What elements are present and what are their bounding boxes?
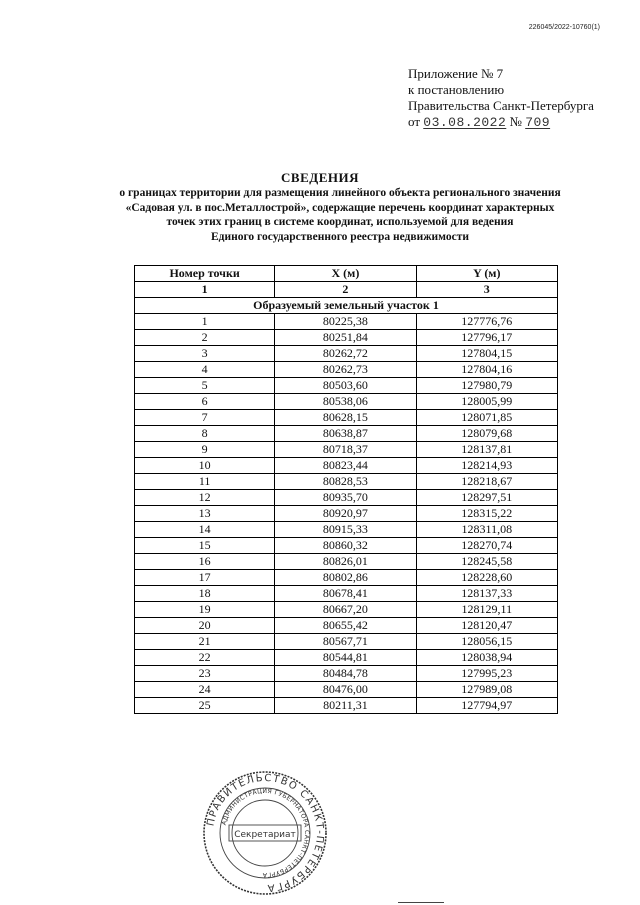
x-cell: 80262,72 — [275, 346, 416, 362]
table-row — [135, 682, 558, 698]
x-cell: 80823,44 — [275, 458, 416, 474]
x-cell: 80638,87 — [275, 426, 416, 442]
point-number-cell: 8 — [135, 426, 275, 442]
x-cell: 80860,32 — [275, 538, 416, 554]
y-cell: 127776,76 — [416, 314, 557, 330]
x-cell: 80678,41 — [275, 586, 416, 602]
table-body — [135, 314, 558, 714]
coordinates-table — [134, 265, 558, 714]
table-row — [135, 586, 558, 602]
point-number-cell: 10 — [135, 458, 275, 474]
y-cell: 127989,08 — [416, 682, 557, 698]
x-cell: 80802,86 — [275, 570, 416, 586]
date-value: 03.08.2022 — [423, 115, 507, 130]
point-number-cell: 15 — [135, 538, 275, 554]
y-cell: 128137,81 — [416, 442, 557, 458]
y-cell: 128311,08 — [416, 522, 557, 538]
header-y: Y (м) — [416, 266, 557, 282]
point-number-cell: 7 — [135, 410, 275, 426]
subtitle-line-2: «Садовая ул. в пос.Металлострой», содержащие перечень координат характерных — [125, 201, 555, 214]
subtitle-line-3: точек этих границ в системе координат, используемой для ведения — [166, 216, 514, 228]
point-number-cell: 3 — [135, 346, 275, 362]
table-row — [135, 650, 558, 666]
y-cell: 128129,11 — [416, 602, 557, 618]
stamp-center-text: Секретариат — [234, 830, 296, 840]
x-cell: 80920,97 — [275, 506, 416, 522]
table-row — [135, 330, 558, 346]
table-row — [135, 346, 558, 362]
table-row — [135, 602, 558, 618]
point-number-cell: 6 — [135, 394, 275, 410]
document-number: 226045/2022-10760(1) — [528, 24, 600, 31]
y-cell: 127796,17 — [416, 330, 557, 346]
y-cell: 127804,16 — [416, 362, 557, 378]
y-cell: 128214,93 — [416, 458, 557, 474]
x-cell: 80935,70 — [275, 490, 416, 506]
table-row — [135, 554, 558, 570]
document-title: СВЕДЕНИЯ — [281, 170, 359, 185]
point-number-cell: 1 — [135, 314, 275, 330]
number-prefix: № — [509, 114, 522, 129]
point-number-cell: 20 — [135, 618, 275, 634]
point-number-cell: 17 — [135, 570, 275, 586]
document-subtitle — [70, 186, 610, 244]
appendix-line-1: Приложение № 7 — [408, 66, 504, 81]
table-row — [135, 474, 558, 490]
x-cell: 80544,81 — [275, 650, 416, 666]
header-point-number: Номер точки — [135, 266, 275, 282]
point-number-cell: 4 — [135, 362, 275, 378]
column-number-3: 3 — [416, 282, 557, 298]
table-row — [135, 410, 558, 426]
x-cell: 80262,73 — [275, 362, 416, 378]
column-number-1: 1 — [135, 282, 275, 298]
table-row — [135, 506, 558, 522]
signature-line — [398, 902, 444, 903]
point-number-cell: 25 — [135, 698, 275, 714]
x-cell: 80503,60 — [275, 378, 416, 394]
y-cell: 128297,51 — [416, 490, 557, 506]
y-cell: 127995,23 — [416, 666, 557, 682]
stamp-outer-text: ПРАВИТЕЛЬСТВО САНКТ-ПЕТЕРБУРГА — [205, 772, 326, 894]
subtitle-line-1: о границах территории для размещения линейного объекта регионального значения — [119, 187, 561, 199]
date-prefix: от — [408, 114, 421, 129]
y-cell: 128245,58 — [416, 554, 557, 570]
point-number-cell: 5 — [135, 378, 275, 394]
table-header-row — [135, 266, 558, 282]
column-number-row — [135, 282, 558, 298]
y-cell: 128005,99 — [416, 394, 557, 410]
x-cell: 80655,42 — [275, 618, 416, 634]
table-row — [135, 458, 558, 474]
appendix-block — [408, 66, 608, 131]
table-row — [135, 394, 558, 410]
x-cell: 80915,33 — [275, 522, 416, 538]
x-cell: 80667,20 — [275, 602, 416, 618]
point-number-cell: 11 — [135, 474, 275, 490]
appendix-line-3: Правительства Санкт-Петербурга — [408, 98, 594, 113]
appendix-line-2: к постановлению — [408, 82, 505, 97]
point-number-cell: 16 — [135, 554, 275, 570]
table-row — [135, 426, 558, 442]
point-number-cell: 14 — [135, 522, 275, 538]
header-x: X (м) — [275, 266, 416, 282]
point-number-cell: 12 — [135, 490, 275, 506]
table-row — [135, 490, 558, 506]
stamp-inner-text: АДМИНИСТРАЦИЯ ГУБЕРНАТОРА САНКТ-ПЕТЕРБУРГА — [220, 787, 311, 879]
point-number-cell: 19 — [135, 602, 275, 618]
table-row — [135, 442, 558, 458]
section-row — [135, 298, 558, 314]
y-cell: 127980,79 — [416, 378, 557, 394]
x-cell: 80225,38 — [275, 314, 416, 330]
point-number-cell: 23 — [135, 666, 275, 682]
table-row — [135, 570, 558, 586]
y-cell: 128137,33 — [416, 586, 557, 602]
y-cell: 128079,68 — [416, 426, 557, 442]
x-cell: 80826,01 — [275, 554, 416, 570]
y-cell: 127804,15 — [416, 346, 557, 362]
table-row — [135, 634, 558, 650]
x-cell: 80718,37 — [275, 442, 416, 458]
y-cell: 128218,67 — [416, 474, 557, 490]
point-number-cell: 9 — [135, 442, 275, 458]
table-row — [135, 666, 558, 682]
table-row — [135, 538, 558, 554]
point-number-cell: 18 — [135, 586, 275, 602]
subtitle-line-4: Единого государственного реестра недвижимости — [211, 230, 469, 243]
y-cell: 127794,97 — [416, 698, 557, 714]
table-row — [135, 378, 558, 394]
secretariat-stamp — [202, 770, 328, 896]
point-number-cell: 22 — [135, 650, 275, 666]
y-cell: 128315,22 — [416, 506, 557, 522]
table-row — [135, 698, 558, 714]
number-value: 709 — [525, 115, 551, 130]
y-cell: 128120,47 — [416, 618, 557, 634]
y-cell: 128071,85 — [416, 410, 557, 426]
x-cell: 80828,53 — [275, 474, 416, 490]
x-cell: 80538,06 — [275, 394, 416, 410]
point-number-cell: 21 — [135, 634, 275, 650]
table-row — [135, 362, 558, 378]
y-cell: 128056,15 — [416, 634, 557, 650]
point-number-cell: 2 — [135, 330, 275, 346]
appendix-date-row — [408, 114, 608, 131]
table-row — [135, 314, 558, 330]
x-cell: 80567,71 — [275, 634, 416, 650]
table-row — [135, 618, 558, 634]
table-row — [135, 522, 558, 538]
column-number-2: 2 — [275, 282, 416, 298]
x-cell: 80484,78 — [275, 666, 416, 682]
x-cell: 80211,31 — [275, 698, 416, 714]
section-title: Образуемый земельный участок 1 — [135, 298, 558, 314]
point-number-cell: 24 — [135, 682, 275, 698]
x-cell: 80628,15 — [275, 410, 416, 426]
y-cell: 128038,94 — [416, 650, 557, 666]
x-cell: 80476,00 — [275, 682, 416, 698]
point-number-cell: 13 — [135, 506, 275, 522]
y-cell: 128270,74 — [416, 538, 557, 554]
y-cell: 128228,60 — [416, 570, 557, 586]
x-cell: 80251,84 — [275, 330, 416, 346]
